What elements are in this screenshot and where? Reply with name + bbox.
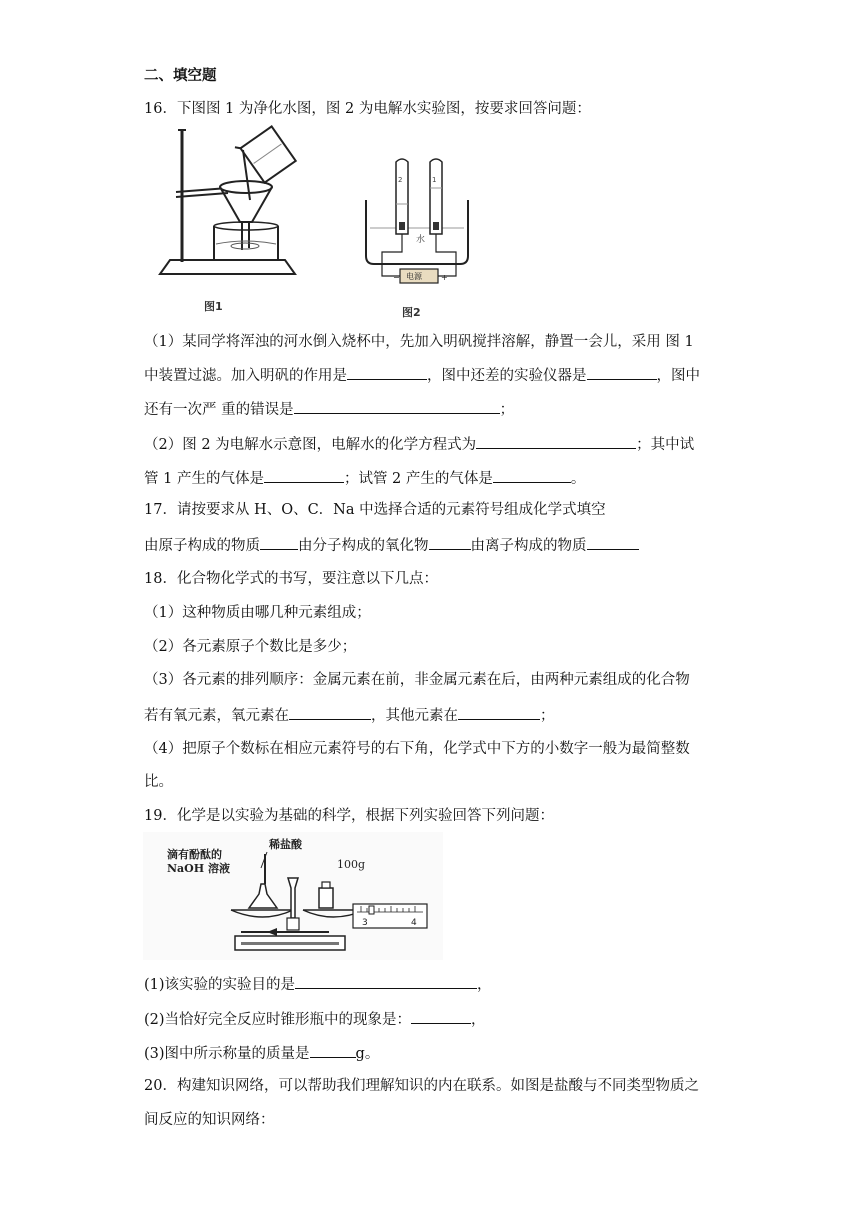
answer-blank[interactable] [411,1008,471,1024]
indicator-label-1: 滴有酚酞的 [167,848,222,861]
q17-stem: 17．请按要求从 H、O、C．Na 中选择合适的元素符号组成化学式填空 [144,502,606,518]
scale-mark-4: 4 [411,918,417,928]
answer-blank[interactable] [294,398,500,414]
indicator-label-2: NaOH 溶液 [167,862,230,875]
answer-blank[interactable] [587,534,639,550]
answer-blank[interactable] [347,364,427,380]
answer-blank[interactable] [429,534,471,550]
q20-line1: 20．构建知识网络，可以帮助我们理解知识的内在联系。如图是盐酸与不同类型物质之 [144,1078,699,1094]
q16-stem: 16．下图图 1 为净化水图，图 2 为电解水实验图，按要求回答问题： [144,101,591,117]
tube-left-mark: 2 [398,176,403,184]
filtration-figure [150,122,310,287]
q18-item4-line2: 比。 [144,774,173,790]
q16-part1-line2: 中装置过滤。加入明矾的作用是 ，图中还差的实验仪器是 ，图中 [144,364,700,386]
q17-line: 由原子构成的物质 由分子构成的氧化物 由离子构成的物质 [144,534,639,556]
scale-mark-3: 3 [362,918,368,928]
electrolysis-figure [360,156,475,286]
fig2-caption: 图2 [402,306,421,319]
svg-text:+: + [441,273,448,282]
answer-blank[interactable] [295,973,477,989]
q19-stem: 19．化学是以实验为基础的科学，根据下列实验回答下列问题： [144,808,554,824]
q20-line2: 间反应的知识网络： [144,1112,275,1128]
tube-right-mark: 1 [432,176,437,184]
answer-blank[interactable] [289,704,371,720]
answer-blank[interactable] [476,433,636,449]
balance-figure [143,832,443,960]
q16-part2-line2: 管 1 产生的气体是 ；试管 2 产生的气体是 。 [144,467,585,489]
answer-blank[interactable] [493,467,571,483]
weight-label: 100g [337,858,366,871]
q16-part1-line1: （1）某同学将浑浊的河水倒入烧杯中，先加入明矾搅拌溶解，静置一会儿，采用 图 1 [144,334,694,350]
q18-item3-line2: 若有氧元素，氧元素在 ，其他元素在 ； [144,704,555,726]
answer-blank[interactable] [587,364,657,380]
q16-part1-line3: 还有一次严 重的错误是 ； [144,398,514,420]
svg-text:−: − [393,273,400,282]
answer-blank[interactable] [458,704,540,720]
q16-part2-line1: （2）图 2 为电解水示意图，电解水的化学方程式为 ；其中试 [144,433,694,455]
q18-stem: 18．化合物化学式的书写，要注意以下几点： [144,571,438,587]
q19-sub3: (3)图中所示称量的质量是 g。 [144,1042,379,1064]
q18-item2: （2）各元素原子个数比是多少； [144,639,357,655]
power-label: 电源 [406,272,422,281]
q18-item3-line1: （3）各元素的排列顺序：金属元素在前，非金属元素在后，由两种元素组成的化合物 [144,672,690,688]
answer-blank[interactable] [260,534,298,550]
answer-blank[interactable] [264,467,344,483]
acid-label: 稀盐酸 [269,838,302,851]
answer-blank[interactable] [310,1042,356,1058]
fig1-caption: 图1 [204,300,223,313]
q18-item4-line1: （4）把原子个数标在相应元素符号的右下角，化学式中下方的小数字一般为最简整数 [144,741,690,757]
q18-item1: （1）这种物质由哪几种元素组成； [144,605,371,621]
water-label: 水 [416,235,426,245]
q19-sub1: (1)该实验的实验目的是 ， [144,973,492,995]
q19-sub2: (2)当恰好完全反应时锥形瓶中的现象是： ， [144,1008,486,1030]
section-title: 二、填空题 [144,68,217,84]
